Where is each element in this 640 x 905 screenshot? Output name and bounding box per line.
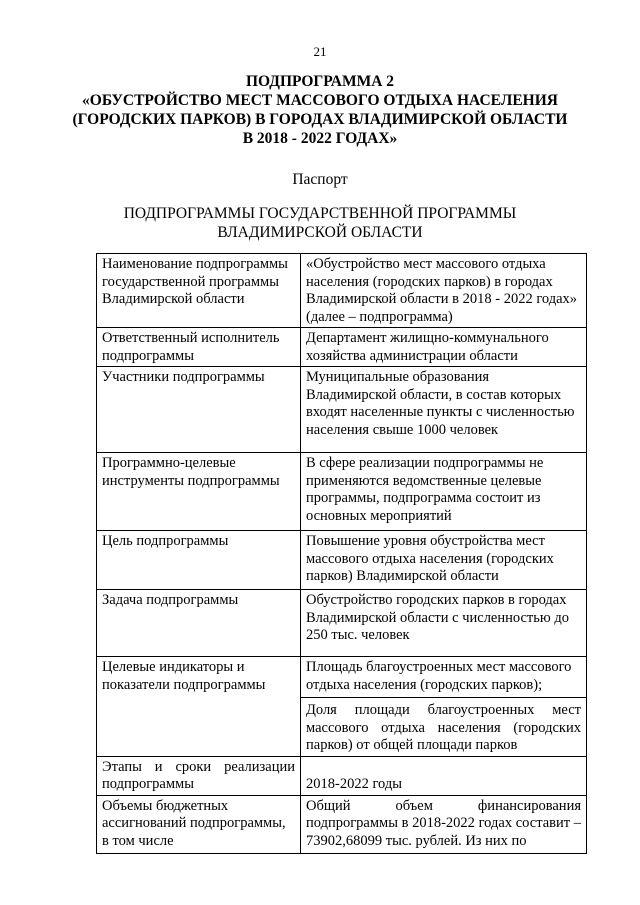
row-label-indicators: Целевые индикаторы и показатели подпрограммы xyxy=(97,657,301,757)
row-value-goal: Повышение уровня обустройства мест массового отдыха населения (городских парков) Владимирской области xyxy=(301,531,587,590)
passport-heading: Паспорт xyxy=(292,171,348,188)
row-label-instruments: Программно-целевые инструменты подпрограммы xyxy=(97,453,301,531)
subprogram-title-line-4: В 2018 - 2022 ГОДАХ» xyxy=(242,130,398,147)
row-label-funding: Объемы бюджетных ассигнований подпрограммы, в том числе xyxy=(97,795,301,853)
table-row xyxy=(97,328,587,367)
passport-table xyxy=(96,253,587,854)
row-label-task: Задача подпрограммы xyxy=(97,590,301,657)
table-row xyxy=(97,657,587,757)
row-value-funding: Общий объем финансирования подпрограммы в 2018-2022 годах составит – 73902,68099 тыс. рублей. Из них по xyxy=(301,795,587,853)
row-value-instruments: В сфере реализации подпрограммы не применяются ведомственные целевые программы, подпрограмма состоит из основных мероприятий xyxy=(301,453,587,531)
table-row xyxy=(97,453,587,531)
table-row xyxy=(97,254,587,328)
subprogram-title-line-1: ПОДПРОГРАММА 2 xyxy=(245,73,395,90)
table-row xyxy=(97,367,587,453)
row-value-indicators xyxy=(301,657,587,757)
indicator-area: Площадь благоустроенных мест массового отдыха населения (городских парков); xyxy=(301,659,586,698)
passport-subtitle xyxy=(40,204,600,242)
page-number: 21 xyxy=(313,44,327,59)
passport-subtitle-line-2: ВЛАДИМИРСКОЙ ОБЛАСТИ xyxy=(217,224,423,241)
row-label-participants: Участники подпрограммы xyxy=(97,367,301,453)
row-label-stages: Этапы и сроки реализации подпрограммы xyxy=(97,756,301,795)
indicator-share: Доля площади благоустроенных мест массового отдыха населения (городских парков) от общей площади парков xyxy=(306,702,581,753)
row-value-participants: Муниципальные образования Владимирской области, в состав которых входят населенные пункты с численностью населения свыше 1000 человек xyxy=(301,367,587,453)
passport-subtitle-line-1: ПОДПРОГРАММЫ ГОСУДАРСТВЕННОЙ ПРОГРАММЫ xyxy=(123,205,517,222)
table-row xyxy=(97,795,587,853)
subprogram-title-line-2: «ОБУСТРОЙСТВО МЕСТ МАССОВОГО ОТДЫХА НАСЕЛЕНИЯ xyxy=(82,92,558,109)
row-label-goal: Цель подпрограммы xyxy=(97,531,301,590)
table-row xyxy=(97,756,587,795)
table-row xyxy=(97,590,587,657)
subprogram-title-line-3: (ГОРОДСКИХ ПАРКОВ) В ГОРОДАХ ВЛАДИМИРСКОЙ ОБЛАСТИ xyxy=(72,111,568,128)
row-value-name: «Обустройство мест массового отдыха населения (городских парков) в городах Владимирской области в 2018 - 2022 годах» (далее – подпрограмма) xyxy=(301,254,587,328)
row-label-responsible: Ответственный исполнитель подпрограммы xyxy=(97,328,301,367)
row-value-stages: 2018-2022 годы xyxy=(301,756,587,795)
table-row xyxy=(97,531,587,590)
row-value-task: Обустройство городских парков в городах Владимирской области с численностью до 250 тыс. человек xyxy=(301,590,587,657)
subprogram-title xyxy=(40,72,600,148)
row-value-responsible: Департамент жилищно-коммунального хозяйства администрации области xyxy=(301,328,587,367)
row-label-name: Наименование подпрограммы государственной программы Владимирской области xyxy=(97,254,301,328)
